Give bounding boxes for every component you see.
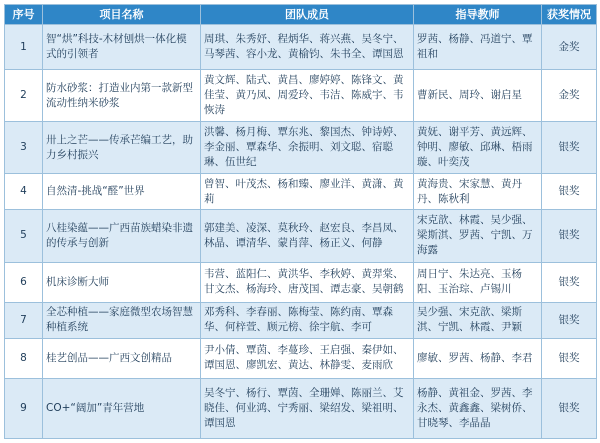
table-row — [5, 210, 597, 262]
table-row — [5, 122, 597, 174]
row-index: 1 — [5, 25, 43, 70]
award-level: 银奖 — [542, 338, 597, 378]
award-level: 金奖 — [542, 70, 597, 122]
advisors: 黄海贵、宋家慧、黄丹丹、陈秋利 — [414, 174, 542, 210]
team-members: 邓秀科、李春丽、陈梅莹、陈约南、覃森华、何梓萱、顾元榜、徐宇航、李可 — [201, 302, 414, 338]
awards-table — [4, 4, 597, 439]
row-index: 2 — [5, 70, 43, 122]
table-row — [5, 70, 597, 122]
header-index: 序号 — [5, 5, 43, 25]
advisors: 廖敏、罗茜、杨静、李君 — [414, 338, 542, 378]
table-row — [5, 338, 597, 378]
advisors: 周日宁、朱达亮、玉杨阳、玉治琮、卢锡川 — [414, 262, 542, 302]
row-index: 5 — [5, 210, 43, 262]
award-level: 银奖 — [542, 174, 597, 210]
team-members: 曾智、叶茂杰、杨和臻、廖业洋、黄潇、黄莉 — [201, 174, 414, 210]
row-index: 4 — [5, 174, 43, 210]
header-project: 项目名称 — [43, 5, 201, 25]
row-index: 7 — [5, 302, 43, 338]
table-row — [5, 262, 597, 302]
project-name: 自然清-挑战“醛”世界 — [43, 174, 201, 210]
row-index: 6 — [5, 262, 43, 302]
award-level: 银奖 — [542, 262, 597, 302]
advisors: 宋克歆、林霞、吴少强、梁斯淇、罗茜、宁凯、万海露 — [414, 210, 542, 262]
project-name: 智“烘”科技-木材刨烘一体化模式的引领者 — [43, 25, 201, 70]
row-index: 9 — [5, 378, 43, 438]
header-advisors: 指导教师 — [414, 5, 542, 25]
header-members: 团队成员 — [201, 5, 414, 25]
award-level: 金奖 — [542, 25, 597, 70]
advisors: 杨静、黄祖金、罗茜、李永杰、黄鑫鑫、梁树侨、甘晓琴、李晶晶 — [414, 378, 542, 438]
team-members: 郭建美、凌深、莫秋玲、赵宏良、李昌凤、林晶、谭清华、蒙肖萍、杨正义、何静 — [201, 210, 414, 262]
project-name: 全芯种植——家庭微型农场智慧种植系统 — [43, 302, 201, 338]
award-level: 银奖 — [542, 378, 597, 438]
project-name: 桂艺创品——广西文创精品 — [43, 338, 201, 378]
table-row — [5, 302, 597, 338]
team-members: 吴冬宁、杨行、覃茵、全珊婵、陈丽兰、艾晓佳、何业鸿、宁秀丽、梁绍发、梁祖明、谭国恩 — [201, 378, 414, 438]
team-members: 尹小倩、覃茵、李蔓珍、王启强、秦伊如、谭国恩、廖凯宏、黄达、林静雯、麦雨欣 — [201, 338, 414, 378]
team-members: 洪馨、杨月梅、覃东兆、黎国杰、钟诗婷、李金丽、覃森华、余振明、刘文聪、宿聪琳、伍世纪 — [201, 122, 414, 174]
advisors: 曹新民、周玲、谢启星 — [414, 70, 542, 122]
award-level: 银奖 — [542, 122, 597, 174]
advisors: 罗茜、杨静、冯道宁、覃祖和 — [414, 25, 542, 70]
team-members: 周琪、朱秀妤、程炳华、蒋兴燕、吴冬宁、马琴茜、容小龙、黄榆钧、朱书全、谭国恩 — [201, 25, 414, 70]
project-name: 防水砂浆：打造业内第一款新型流动性纳米砂浆 — [43, 70, 201, 122]
award-level: 银奖 — [542, 302, 597, 338]
project-name: CO+“阔加”青年营地 — [43, 378, 201, 438]
advisors: 黄妩、谢平芳、黄远辉、钟明、廖敏、邱琳、梧雨璇、叶奕茂 — [414, 122, 542, 174]
team-members: 韦营、蓝阳仁、黄洪华、李秋婷、黄羿棠、甘文杰、杨海玲、唐茂国、谭志豪、吴朝鹤 — [201, 262, 414, 302]
project-name: 八桂染蕴——广西苗族蜡染非遗的传承与创新 — [43, 210, 201, 262]
table-row — [5, 25, 597, 70]
table-row — [5, 174, 597, 210]
advisors: 吴少强、宋克歆、梁斯淇、宁凯、林霞、尹颖 — [414, 302, 542, 338]
header-award: 获奖情况 — [542, 5, 597, 25]
project-name: 机床诊断大师 — [43, 262, 201, 302]
table-row — [5, 378, 597, 438]
row-index: 8 — [5, 338, 43, 378]
header-row — [5, 5, 597, 25]
row-index: 3 — [5, 122, 43, 174]
award-level: 银奖 — [542, 210, 597, 262]
project-name: 卅上之芒——传承芒编工艺，助力乡村振兴 — [43, 122, 201, 174]
team-members: 黄文辉、陆式、黄昌、廖婷婷、陈锋文、黄佳莹、黄乃凤、周爱玲、韦洁、陈威宇、韦恢涛 — [201, 70, 414, 122]
